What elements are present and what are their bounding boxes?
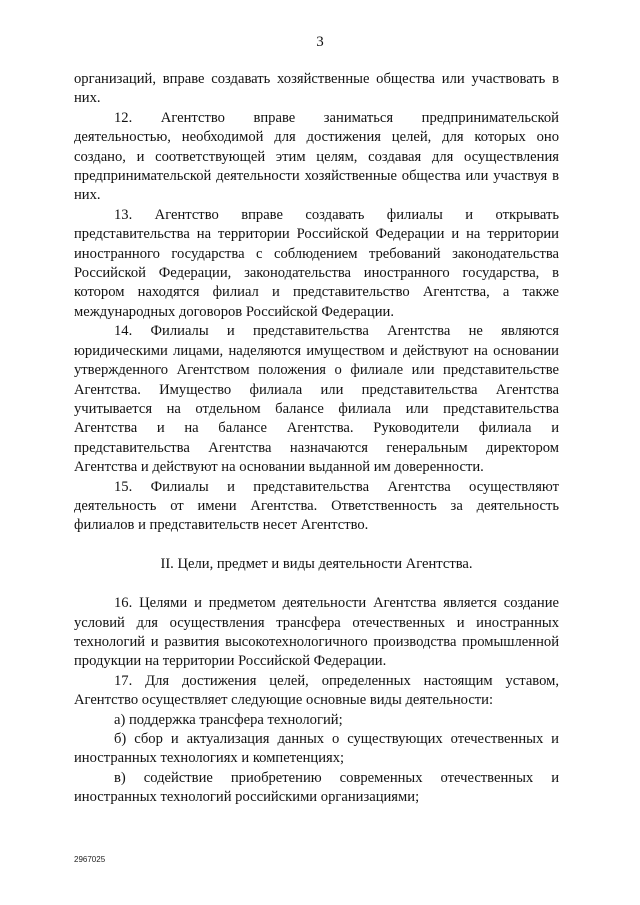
paragraph-14: 14. Филиалы и представительства Агентства не являются юридическими лицами, наделяются имуществом и действуют на основании утвержденного Агентством положения о филиале или представительстве Агентства. Имущество филиала или представительства Агентства учитывается на отдельном балансе филиала или представительства Агентства и на балансе Агентства. Руководители филиала и представительства Агентства назначаются генеральным директором Агентства и действуют на основании выданной им доверенности.	[74, 323, 559, 476]
paragraph-12: 12. Агентство вправе заниматься предпринимательской деятельностью, необходимой для достижения целей, для которых оно создано, и соответствующей этим целям, создавая для осуществления предпринимательской деятельности хозяйственные общества или участвуя в них.	[74, 109, 559, 204]
section-heading: II. Цели, предмет и виды деятельности Агентства.	[160, 555, 473, 572]
document-code: 2967025	[74, 855, 106, 864]
page-number: 3	[316, 34, 324, 50]
document-body	[74, 70, 559, 808]
list-item-c: в) содействие приобретению современных отечественных и иностранных технологий российскими организациями;	[74, 769, 559, 806]
paragraph-16: 16. Целями и предметом деятельности Агентства является создание условий для осуществления трансфера отечественных и иностранных технологий и развития высокотехнологичного производства промышленной продукции на территории Российской Федерации.	[74, 595, 559, 670]
paragraph-17: 17. Для достижения целей, определенных настоящим уставом, Агентство осуществляет следующие основные виды деятельности:	[74, 672, 559, 709]
paragraph-11-continuation: организаций, вправе создавать хозяйственные общества или участвовать в них.	[74, 71, 559, 107]
list-item-a: а) поддержка трансфера технологий;	[114, 711, 343, 728]
paragraph-15: 15. Филиалы и представительства Агентства осуществляют деятельность от имени Агентства. Ответственность за деятельность филиалов и представительств несет Агентство.	[74, 478, 559, 534]
paragraph-13: 13. Агентство вправе создавать филиалы и открывать представительства на территории Российской Федерации и на территории иностранного государства с соблюдением требований законодательства Российской Федерации, законодательства иностранного государства, в котором находятся филиал и представительство Агентства, а также международных договоров Российской Федерации.	[74, 206, 559, 320]
list-item-b: б) сбор и актуализация данных о существующих отечественных и иностранных технологиях и компетенциях;	[74, 731, 559, 767]
